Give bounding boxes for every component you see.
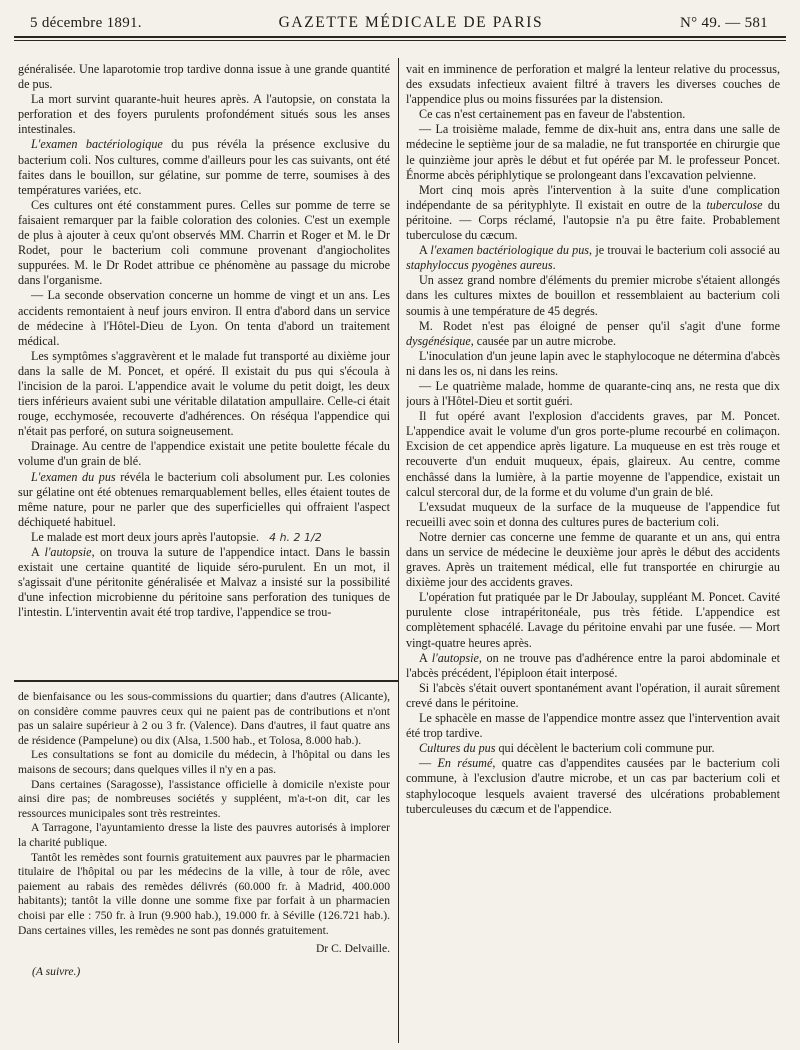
paragraph-text: qui décèlent le bacterium coli commune pur. <box>495 741 715 756</box>
italic-text: l'examen bactériologique du pus <box>430 243 590 258</box>
italic-text: dysgénésique <box>406 333 471 348</box>
paragraph <box>406 409 780 500</box>
paragraph-text: L'exsudat muqueux de la surface de la muqueuse de l'appendice fut recueilli avec soin et donna des cultures pures de bacterium coli. <box>406 499 780 529</box>
paragraph <box>18 778 390 822</box>
paragraph-text: , on ne trouve pas d'adhérence entre la paroi abdominale et l'abcès précédent, l'épiploon était interposé. <box>406 650 780 680</box>
paragraph <box>406 319 780 349</box>
header-rule <box>14 36 786 38</box>
paragraph-text: Dans certaines (Saragosse), l'assistance officielle à domicile n'existe pour ainsi dire pas; de nombreuses sociétés y suppléent, m'a-t-on dit, car les ressources municipales sont très restreintes. <box>18 777 390 820</box>
paragraph-text: Mort cinq mois après l'intervention à la suite d'une complication indépendante de sa pérityphlyte. Il existait en outre de la <box>406 182 780 212</box>
paragraph-text: de bienfaisance ou les sous-commissions du quartier; dans d'autres (Alicante), on considère comme pauvres ceux qui ne paient pas de contributions et n'ont pas un salaire supérieur à 2 ou 3 fr. (Valence). Dans d'autres, il faut quatre ans de résidence (Pampelune) ou dix (Alsa, 1.500 hab., et Tolosa, 8.000 hab.). <box>18 690 390 747</box>
italic-text: En résumé <box>437 756 493 771</box>
paragraph-text: Les consultations se font au domicile du médecin, à l'hôpital ou dans les maisons de secours; dans quelques villes il n'y en a pas. <box>18 748 390 776</box>
paragraph-text: généralisée. Une laparotomie trop tardive donna issue à une grande quantité de pus. <box>18 62 390 92</box>
paragraph-text: , quatre cas d'appendites causées par le bacterium coli commune, à l'exclusion d'autre microbe, et un cas par bacterium coli et staphylocoque lesquels avaient traversé des ulcérations probablement tuberculeuses du cæcum et de l'appendice. <box>406 756 780 816</box>
paragraph-text: L'inoculation d'un jeune lapin avec le staphylocoque ne détermina d'abcès ni dans les os, ni dans les reins. <box>406 348 780 378</box>
paragraph-text: L'opération fut pratiquée par le Dr Jaboulay, suppléant M. Poncet. Cavité purulente close intrapéritonéale, pus très fétide. L'appendice est complètement sphacélé. Lavage du péritoine envahi par une fusée. — Mort vingt-quatre heures après. <box>406 590 780 650</box>
handwritten-note: 4 h. 2 1/2 <box>269 530 322 544</box>
paragraph <box>406 530 780 590</box>
paragraph-text: , je trouvai le bacterium coli associé au <box>589 243 780 258</box>
paragraph <box>406 500 780 530</box>
paragraph-text: , causée par un autre microbe. <box>470 333 617 348</box>
paragraph-text: Ces cultures ont été constamment pures. Celles sur pomme de terre se faisaient remarquer par la faible coloration des colonies. C'est un exemple de plus à ajouter à ceux qu'ont observés MM. Charrin et Roger et M. le Dr Rodet, pour le bacterium coli commune provenant d'angiocholites suppurées. M. le Dr Rodet attribue ce phénomène au passage du microbe dans l'organisme. <box>18 197 390 288</box>
paragraph <box>406 183 780 243</box>
paragraph-text: , on trouva la suture de l'appendice intact. Dans le bassin existait une certaine quantité de liquide séro-purulent. En un mot, il s'agissait d'une péritonite généralisée et Malvaz a insisté sur la possibilité d'une infection microbienne du péritoine sans perforation des tuniques de l'intestin. L'interventin avait été trop tardive, l'appendice se trou- <box>18 545 390 620</box>
to-be-continued <box>18 965 390 980</box>
paragraph-text: du pus révéla la présence exclusive du bacterium coli. Nos cultures, comme d'ailleurs pour les cas suivants, ont été faites dans le bouillon, sur gélatine, sur pomme de terre, soumises à des températures variées, etc. <box>18 137 390 197</box>
paragraph <box>406 590 780 650</box>
header-rule-thin <box>14 40 786 41</box>
paragraph <box>18 748 390 777</box>
left-column <box>18 62 390 674</box>
italic-text: Cultures du pus <box>419 741 496 756</box>
paragraph-text: vait en imminence de perforation et malgré la lenteur relative du processus, des exsudats infectieux avaient filtré à travers les diverses couches de l'appendice plus ou moins fissurées par la distension. <box>406 62 780 107</box>
section-divider <box>14 680 398 682</box>
paragraph <box>406 681 780 711</box>
paragraph-text: Il fut opéré avant l'explosion d'accidents graves, par M. Poncet. L'appendice avait le volume d'un gros porte-plume recourbé en colimaçon. Excision de cet appendice après ligature. La muqueuse en est très rouge et recouverte d'un enduit muqueux, épais, glaireux. Au centre, comme enchâssé dans la lumière, à la partie moyenne de l'appendice, existait un calcul stercoral dur, de la forme et du volume d'un grain de blé. <box>406 409 780 499</box>
paragraph <box>406 62 780 107</box>
page-header <box>30 6 768 32</box>
paragraph-text: . <box>552 258 556 273</box>
paragraph <box>406 349 780 379</box>
italic-text: tuberculose <box>706 197 763 212</box>
paragraph-text: révéla le bacterium coli absolument pur. Les colonies sur gélatine ont été obtenues remarquablement belles, elles étaient toutes de même nature, pour ne parler que des superficielles qui offraient l'aspect déchiqueté habituel. <box>18 469 390 529</box>
italic-text: L'examen du pus <box>31 469 116 484</box>
italic-text: staphyloccus pyogènes aureus <box>406 258 553 273</box>
paragraph <box>406 122 780 182</box>
paragraph <box>18 62 390 92</box>
paragraph-text: — La troisième malade, femme de dix-huit ans, entra dans une salle de médecine le septième jour de sa maladie, ne fut transportée en chirurgie que le quinzième jour après le début et fut opérée par M. le professeur Poncet. Énorme abcès périphlytique se prolongeant dans l'excavation pelvienne. <box>406 122 780 182</box>
italic-text: L'examen bactériologique <box>31 137 163 152</box>
paragraph-text: A <box>31 545 45 559</box>
paragraph <box>406 107 780 122</box>
paragraph-text: Le sphacèle en masse de l'appendice montre assez que l'intervention avait été trop tardive. <box>406 711 780 741</box>
paragraph <box>18 288 390 348</box>
header-date: 5 décembre 1891. <box>30 15 142 31</box>
paragraph-text: Notre dernier cas concerne une femme de quarante et un ans, qui entra dans un service de médecine le deuxième jour après le début des accidents graves. Après un traitement médical, elle fut transportée en chirurgie au dixième jour des accidents graves. <box>406 529 780 590</box>
paragraph-text: du péritoine. — Corps réclamé, l'autopsie n'a pu être faite. Probablement tuberculose du cæcum. <box>406 197 780 243</box>
paragraph <box>406 741 780 756</box>
paragraph <box>18 470 390 530</box>
paragraph-text: — Le quatrième malade, homme de quarante-cinq ans, ne resta que dix jours à l'Hôtel-Dieu et sortit guéri. <box>406 378 780 409</box>
paragraph <box>406 756 780 816</box>
paragraph <box>18 92 390 137</box>
paragraph-text: Un assez grand nombre d'éléments du premier microbe s'étaient allongés dans les cultures mixtes de bouillon et ressemblaient au bacterium coli soumis à une température de 45 degrés. <box>406 273 780 318</box>
italic-text: l'autopsie <box>431 650 479 665</box>
paragraph <box>406 711 780 741</box>
paragraph <box>18 198 390 289</box>
paragraph <box>406 651 780 681</box>
column-divider <box>398 58 399 1043</box>
paragraph-text: A Tarragone, l'ayuntamiento dresse la liste des pauvres autorisés à implorer la charité publique. <box>18 821 390 849</box>
right-column <box>406 62 780 970</box>
paragraph-text: Ce cas n'est certainement pas en faveur de l'abstention. <box>419 107 686 122</box>
paragraph-text: — La seconde observation concerne un homme de vingt et un ans. Les accidents remontaient à neuf jours environ. Il entra d'abord dans un service de médecine à l'Hôtel-Dieu de Lyon. On tenta d'abord un traitement médical. <box>18 288 390 348</box>
paragraph-text: A <box>419 243 431 258</box>
paragraph <box>18 439 390 469</box>
paragraph-text: Les symptômes s'aggravèrent et le malade fut transporté au dixième jour dans la salle de M. Poncet, et opéré. Il existait du pus qui s'écoula à l'incision de la paroi. L'appendice avait le volume du petit doigt, les deux tiers inférieurs avaient subi une véritable dilatation ampullaire. Celle-ci était rouge, ecchymosée, recouverte d'adhérences. On réséqua l'appendice qui n'était pas perforé, on sutura soigneusement. <box>18 348 390 439</box>
italic-text: l'autopsie <box>44 545 92 559</box>
paragraph-text: — <box>419 756 438 771</box>
paragraph <box>406 379 780 409</box>
paragraph <box>18 851 390 939</box>
page-number: N° 49. — 581 <box>680 15 768 31</box>
paragraph <box>18 349 390 440</box>
paragraph <box>406 243 780 273</box>
suite-text: (A suivre.) <box>32 964 81 978</box>
paragraph-text: Le malade est mort deux jours après l'autopsie. <box>31 529 260 544</box>
paragraph-text: M. Rodet n'est pas éloigné de penser qu'il s'agit d'une forme <box>419 318 780 333</box>
paragraph <box>18 530 390 545</box>
journal-title: GAZETTE MÉDICALE DE PARIS <box>278 14 544 31</box>
paragraph <box>18 545 390 620</box>
bottom-paragraphs <box>18 690 390 938</box>
paragraph-text: Si l'abcès s'était ouvert spontanément avant l'opération, il aurait sûrement crevé dans le péritoine. <box>406 680 780 710</box>
paragraph-text: Drainage. Au centre de l'appendice existait une petite boulette fécale du volume d'un grain de blé. <box>18 439 390 469</box>
paragraph <box>18 137 390 197</box>
paragraph <box>18 690 390 748</box>
paragraph-text: La mort survint quarante-huit heures après. A l'autopsie, on constata la perforation et des foyers purulents profondément situés sous les anses intestinales. <box>18 92 390 137</box>
paragraph <box>18 821 390 850</box>
paragraph-text: A <box>419 650 432 665</box>
paragraph <box>406 273 780 318</box>
signature: Dr C. Delvaille. <box>315 942 390 956</box>
bottom-column <box>18 690 390 1040</box>
paragraph-text: Tantôt les remèdes sont fournis gratuitement aux pauvres par le pharmacien titulaire de l'hôpital ou par les médecins de la ville, à tour de rôle, avec paiement au rabais des remèdes délivrés (60.000 fr. à Madrid, 400.000 habitants); tantôt la ville donne une somme fixe par forfait à un pharmacien choisi par elle : 750 fr. à Irun (9.900 hab.), 19.000 fr. à Séville (126.721 hab.). Dans certaines villes, les remèdes ne sont pas donnés gratuitement. <box>18 850 390 937</box>
